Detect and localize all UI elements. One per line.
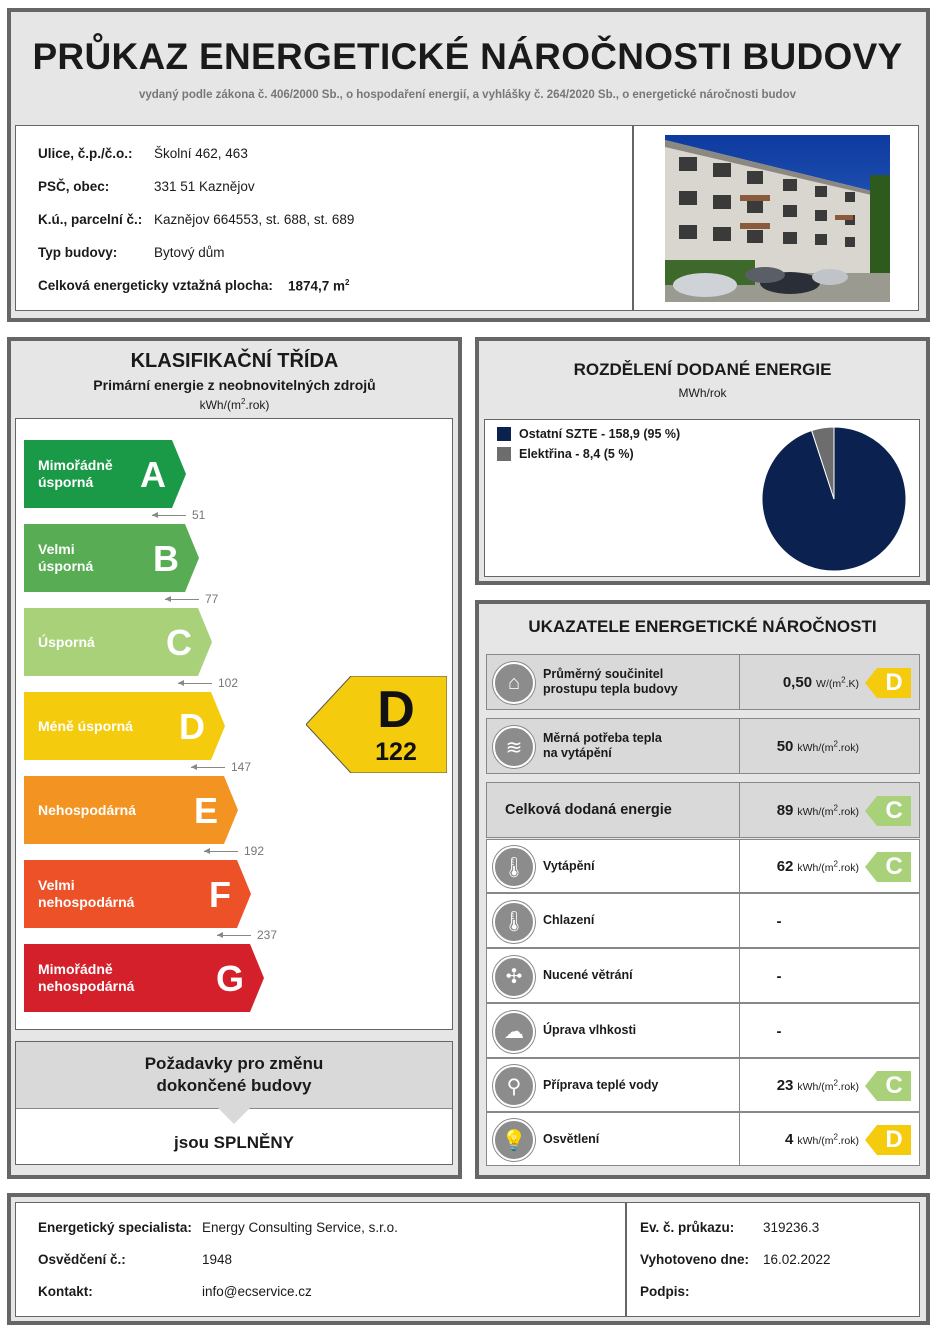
class-bar-label: Mimořádně úsporná xyxy=(38,457,113,490)
class-bar-letter: C xyxy=(166,621,192,663)
indicators-title: UKAZATELE ENERGETICKÉ NÁROČNOSTI xyxy=(528,617,877,636)
indicator-row xyxy=(486,654,920,710)
parcel-value: Kaznějov 664553, st. 688, st. 689 xyxy=(154,212,355,227)
indicator-value: - xyxy=(776,967,782,985)
area-label: Celková energeticky vztažná plocha: xyxy=(38,278,273,293)
indicator-value: - xyxy=(776,1022,782,1040)
indicator-value: 89 kWh/$(m^2.rok)$ xyxy=(776,802,859,819)
house-icon: ⌂ xyxy=(493,662,535,704)
class-threshold: 192 xyxy=(204,844,264,858)
heat-demand-icon: ≋ xyxy=(493,726,535,768)
classification-title: KLASIFIKAČNÍ TŘÍDA xyxy=(130,350,339,372)
fan-icon: ✣ xyxy=(493,956,535,998)
type-label: Typ budovy: xyxy=(38,245,118,260)
contact-value[interactable]: info@ecservice.cz xyxy=(202,1284,312,1299)
class-threshold: 102 xyxy=(178,676,238,690)
building-photo xyxy=(665,135,890,302)
indicator-value: 62 kWh/$(m^2.rok)$ xyxy=(776,858,859,875)
indicator-value: 50 kWh/$(m^2.rok)$ xyxy=(776,738,859,755)
indicator-value: 23 kWh/$(m^2.rok)$ xyxy=(776,1077,859,1094)
indicator-label: Celková dodaná energie xyxy=(505,801,672,818)
indicator-row xyxy=(486,1112,920,1166)
result-class-letter: D xyxy=(377,681,415,739)
legend-swatch xyxy=(497,447,511,461)
energy-split-title: ROZDĚLENÍ DODANÉ ENERGIE xyxy=(573,360,832,379)
indicator-row xyxy=(486,718,920,774)
cooling-thermometer-icon: 🌡 xyxy=(493,901,535,943)
class-bar-g xyxy=(24,944,264,1012)
class-bar-letter: E xyxy=(193,789,218,831)
class-bar-letter: G xyxy=(215,957,244,999)
humidity-icon: ☁ xyxy=(493,1011,535,1053)
psc-label: PSČ, obec: xyxy=(38,179,110,194)
pie-legend xyxy=(497,427,680,467)
indicator-class-badge: D xyxy=(865,1125,911,1155)
pie-legend-item: Ostatní SZTE - 158,9 (95 %) xyxy=(497,427,680,441)
evnum-label: Ev. č. průkazu: xyxy=(640,1220,735,1235)
indicator-class-badge: D xyxy=(865,668,911,698)
heating-thermometer-icon: 🌡 xyxy=(493,846,535,888)
class-bar-letter: D xyxy=(179,705,205,747)
result-class-marker xyxy=(306,676,447,773)
indicator-row xyxy=(486,1058,920,1112)
indicator-label: Vytápění xyxy=(543,858,595,873)
class-bar-label: Velmi nehospodárná xyxy=(38,877,135,910)
specialist-value: Energy Consulting Service, s.r.o. xyxy=(202,1220,398,1235)
requirements-pointer xyxy=(218,1108,250,1124)
type-value: Bytový dům xyxy=(154,245,225,260)
classification-subtitle: Primární energie z neobnovitelných zdrojů xyxy=(93,377,376,393)
class-bar-b xyxy=(24,524,199,592)
cert-value: 1948 xyxy=(202,1252,233,1267)
legend-swatch xyxy=(497,427,511,441)
class-bar-a xyxy=(24,440,186,508)
indicator-label: Měrná potřeba tepla na vytápění xyxy=(543,731,662,760)
water-tap-icon: ⚲ xyxy=(493,1065,535,1107)
indicator-value: 4 kWh/$(m^2.rok)$ xyxy=(785,1131,859,1148)
class-bar-d xyxy=(24,692,225,760)
class-bar-label: Méně úsporná xyxy=(38,717,133,734)
class-threshold: 77 xyxy=(165,592,218,606)
indicator-label: Příprava teplé vody xyxy=(543,1077,659,1092)
psc-value: 331 51 Kaznějov xyxy=(154,179,255,194)
street-label: Ulice, č.p./č.o.: xyxy=(38,146,133,161)
indicator-class-badge: C xyxy=(865,852,911,882)
contact-label: Kontakt: xyxy=(38,1284,93,1299)
indicator-label: Osvětlení xyxy=(543,1131,600,1146)
indicator-row xyxy=(486,1003,920,1058)
cert-label: Osvědčení č.: xyxy=(38,1252,126,1267)
indicator-row xyxy=(486,782,920,838)
indicator-row xyxy=(486,893,920,948)
classification-unit: kWh/$(m^2.rok)$ xyxy=(199,397,270,412)
class-bar-label: Nehospodárná xyxy=(38,801,137,818)
class-bar-label: Mimořádně nehospodárná xyxy=(38,961,135,994)
area-value: 1874,7 $m^2$ xyxy=(288,278,350,294)
class-bar-letter: A xyxy=(140,453,166,495)
signature-label: Podpis: xyxy=(640,1284,690,1299)
class-bar-f xyxy=(24,860,251,928)
date-label: Vyhotoveno dne: xyxy=(640,1252,750,1267)
class-threshold: 237 xyxy=(217,928,277,942)
indicator-class-badge: C xyxy=(865,1071,911,1101)
result-class-value: 122 xyxy=(375,738,417,766)
indicator-label: Průměrný součinitel prostupu tepla budovy xyxy=(543,667,678,696)
class-bar-label: Úsporná xyxy=(38,633,95,650)
class-bar-letter: F xyxy=(209,873,231,915)
class-bar-letter: B xyxy=(153,537,179,579)
light-bulb-icon: 💡 xyxy=(493,1119,535,1161)
requirements-title: Požadavky pro změnu dokončené budovy xyxy=(144,1054,324,1095)
requirements-result: jsou SPLNĚNY xyxy=(174,1133,294,1152)
energy-split-unit: MWh/rok xyxy=(678,386,727,400)
indicator-value: - xyxy=(776,912,782,930)
page-title: PRŮKAZ ENERGETICKÉ NÁROČNOSTI BUDOVY xyxy=(32,36,903,77)
pie-legend-item: Elektřina - 8,4 (5 %) xyxy=(497,447,680,461)
class-threshold: 147 xyxy=(191,760,251,774)
date-value: 16.02.2022 xyxy=(763,1252,831,1267)
requirements-box xyxy=(15,1041,453,1165)
class-bar-label: Velmi úsporná xyxy=(38,541,94,574)
street-value: Školní 462, 463 xyxy=(154,146,248,161)
indicator-row xyxy=(486,839,920,893)
class-bar-c xyxy=(24,608,212,676)
parcel-label: K.ú., parcelní č.: xyxy=(38,212,143,227)
indicator-label: Nucené větrání xyxy=(543,968,633,982)
class-bar-e xyxy=(24,776,238,844)
indicator-value: 0,50 $W/(m^2.K)$ xyxy=(782,674,859,691)
evnum-value: 319236.3 xyxy=(763,1220,820,1235)
class-threshold: 51 xyxy=(152,508,205,522)
indicator-label: Chlazení xyxy=(543,913,595,927)
indicator-row xyxy=(486,948,920,1003)
indicator-class-badge: C xyxy=(865,796,911,826)
page-subtitle: vydaný podle zákona č. 406/2000 Sb., o hospodaření energií, a vyhlášky č. 264/2020 Sb., o energetické náročnosti budov xyxy=(138,89,797,101)
specialist-label: Energetický specialista: xyxy=(38,1220,192,1235)
indicator-label: Úprava vlhkosti xyxy=(543,1023,637,1037)
energy-pie-chart xyxy=(760,425,908,573)
